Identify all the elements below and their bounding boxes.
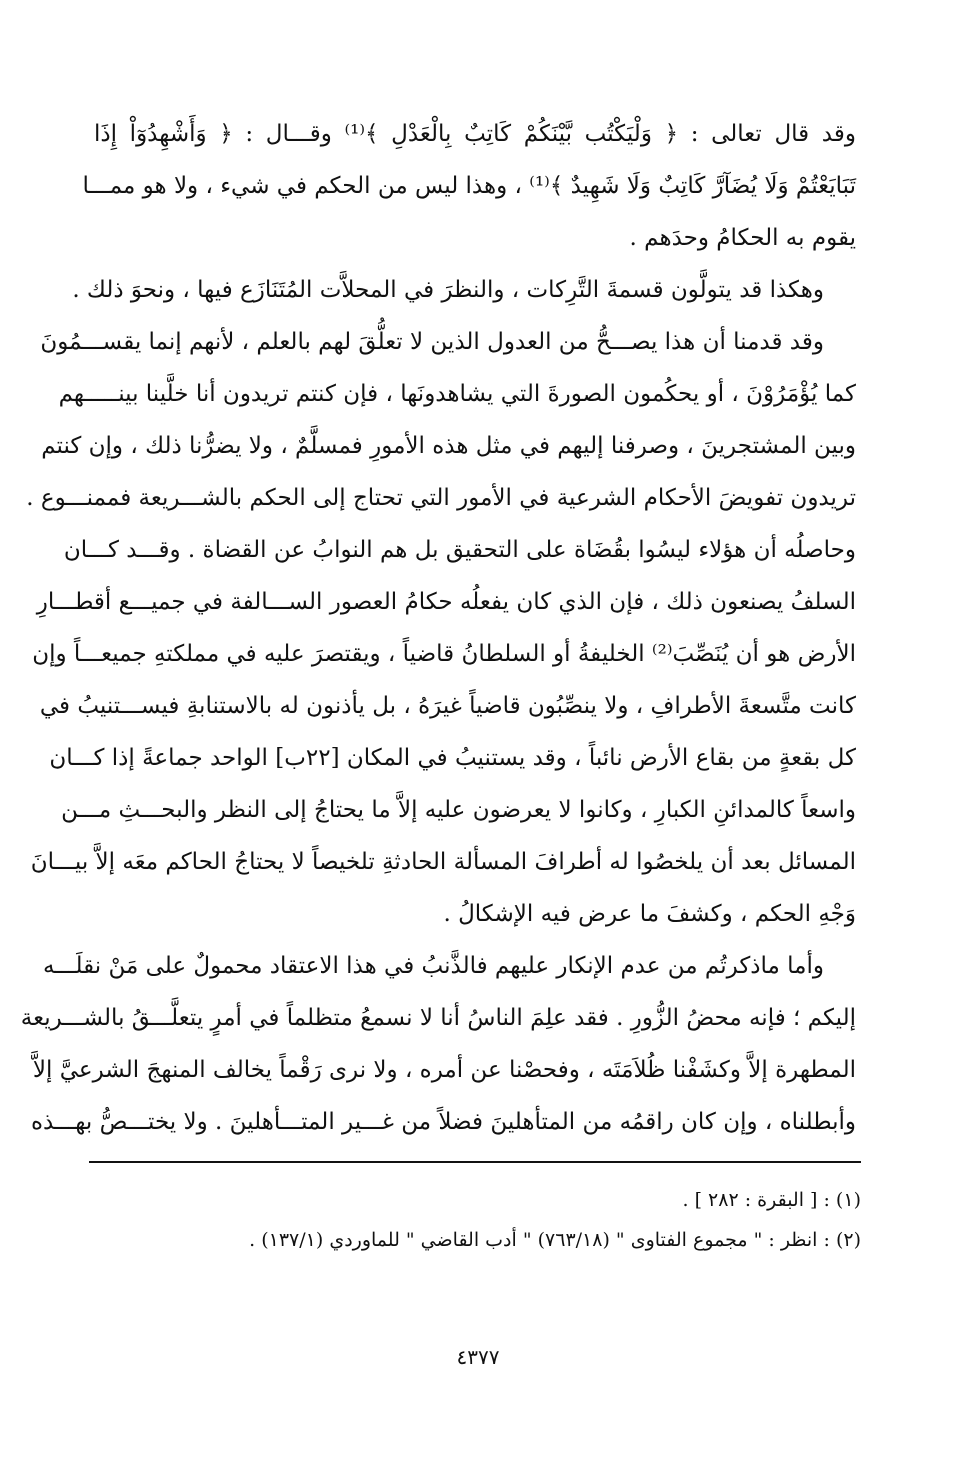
main-text bbox=[20, 108, 856, 1148]
text-line: وأما ماذكرتُم من عدم الإنكار عليهم فالذَّنبُ في هذا الاعتقاد محمولٌ على مَنْ نقلَـــه bbox=[42, 953, 824, 979]
paragraph-4 bbox=[20, 940, 856, 1148]
text-line: واسعاً كالمدائنِ الكبارِ ، وكانوا لا يعرضون عليه إلاَّ ما يحتاجُ إلى النظر والبحـــثِ مـــن bbox=[61, 797, 856, 823]
text-line: كانت متَّسعةَ الأطرافِ ، ولا ينصِّبُون قاضياً غيرَهُ ، بل يأذنون له بالاستنابةِ فيســـتنيبُ في bbox=[39, 693, 856, 719]
text-line: الأرض هو أن يُنَصِّبَ⁽²⁾ الخليفةُ أو السلطانُ قاضياً ، ويقتصرَ عليه في مملكتهِ جميعـــاً وإن bbox=[32, 641, 856, 667]
text-line: تَبَايَعْتُمْ وَلَا يُضَآرَّ كَاتِبٌ وَلَا شَهِيدٌ ﴾⁽¹⁾ ، وهذا ليس من الحكم في شيء ، ولا هو ممـــا bbox=[82, 173, 856, 199]
paragraph-3 bbox=[26, 316, 856, 940]
text-line: وبين المشتجرينَ ، وصرفنا إليهم في مثل هذه الأمورِ فمسلَّمٌ ، ولا يضرُّنا ذلك ، وإن كنتم bbox=[41, 433, 856, 459]
text-line: كل بقعةٍ من بقاع الأرض نائباً ، وقد يستنيبُ في المكان [٢٢ب] الواحد جماعةً إذا كـــان bbox=[49, 745, 856, 771]
text-line: إليكم ؛ فإنه محضُ الزُّورِ . فقد علِمَ الناسُ أنا لا نسمعُ متظلماً في أمرٍ يتعلَّـــقُ بالشـــريعة bbox=[20, 1005, 856, 1031]
paragraph-2 bbox=[72, 264, 856, 316]
text-line: وحاصلُه أن هؤلاء ليسُوا بقُضَاة على التحقيق بل هم النوابُ عن القضاة . وقـــد كـــان bbox=[63, 537, 856, 563]
text-line: المطهرة إلاَّ وكشَفْنا ظُلاَمَتَه ، وفحصْنا عن أمره ، ولا نرى رَقْماً يخالف المنهجَ الشرعيَّ إلاَّ bbox=[32, 1057, 856, 1083]
page-number: ٤٣٧٧ bbox=[456, 1345, 500, 1369]
text-line: المسائل بعد أن يلخصُوا له أطرافَ المسألة الحادثةِ تلخيصاً لا يحتاجُ الحاكم معَه إلاَّ بيـــانَ bbox=[30, 849, 856, 875]
text-line: وأبطلناه ، وإن كان راقمُه من المتأهلينَ فضلاً من غـــير المتـــأهلينَ . ولا يختـــصُّ بهـــذه bbox=[30, 1109, 856, 1135]
footnotes bbox=[89, 1180, 861, 1260]
text-line: كما يُؤْمَرُوْنَ ، أو يحكُمون الصورةَ التي يشاهدونَها ، فإن كنتم تريدون أنا خلَّينا بينـــــهم bbox=[58, 381, 856, 407]
text-line: وَجْهِ الحكم ، وكشفَ ما عرض فيه الإشكالُ . bbox=[443, 901, 856, 927]
footnote-1: (١) : [ البقرة : ٢٨٢ ] . bbox=[682, 1189, 861, 1211]
footnote-2: (٢) : انظر : " مجموع الفتاوى " (٧٦٣/١٨) " أدب القاضي " للماوردي (١٣٧/١) . bbox=[249, 1229, 861, 1251]
footnote-separator bbox=[89, 1161, 861, 1163]
text-line: وقد قال تعالى : ﴿ وَلْيَكْتُب بَّيْنَكُمْ كَاتِبٌ بِالْعَدْلِ ﴾⁽¹⁾ وقـــال : ﴿ وَأَشْهِدُوٓاْ إِذَا bbox=[94, 121, 856, 147]
paragraph-1 bbox=[82, 108, 856, 264]
text-line: السلفُ يصنعون ذلك ، فإن الذي كان يفعلُه حكامُ العصور الســـالفة في جميـــع أقطـــارِ bbox=[36, 589, 856, 615]
text-line: وهكذا قد يتولَّون قسمةَ التَّرِكات ، والنظرَ في المحلاَّت المُتَنَازَع فيها ، ونحوَ ذلك . bbox=[72, 277, 824, 303]
text-line: تريدون تفويضَ الأحكام الشرعية في الأمور التي تحتاج إلى الحكم بالشـــريعة فممنـــوع . bbox=[26, 485, 856, 511]
text-line: يقوم به الحكامُ وحدَهم . bbox=[629, 225, 856, 251]
text-line: وقد قدمنا أن هذا يصـــحُّ من العدول الذين لا تعلُّقَ لهم بالعلم ، لأنهم إنما يقســـمُونَ bbox=[40, 329, 824, 355]
